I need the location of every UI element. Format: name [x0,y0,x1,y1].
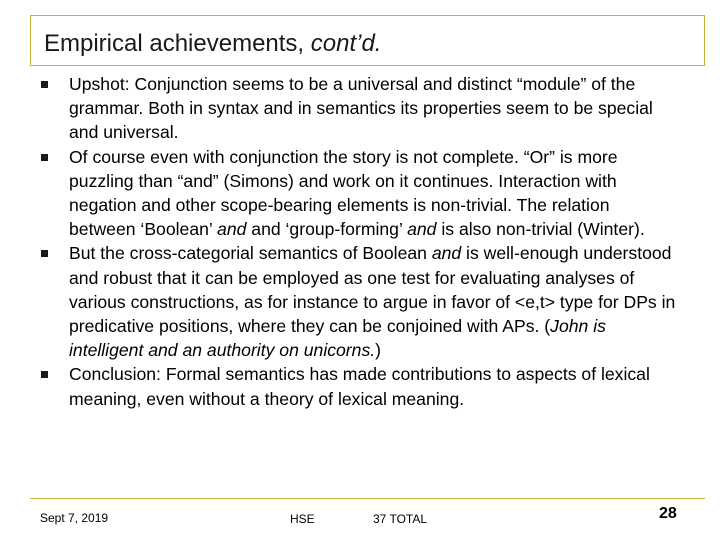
title-frame-left-rule [30,15,31,65]
title-underline-rule [30,65,705,66]
page-number: 28 [659,505,677,522]
title-frame-right-rule [704,15,705,65]
bullet-emphasis: and [407,219,437,240]
slide-title-italic: cont’d. [310,30,382,57]
bullet-item [40,145,680,242]
square-bullet-icon [41,371,48,378]
bullet-text: But the cross-categorial semantics of Boolean [69,243,432,264]
bullet-text: is also non-trivial (Winter). [436,219,645,240]
bullet-item [40,241,680,362]
bullet-example: John is intelligent and an authority on unicorns. [69,316,606,361]
bullet-text: ) [375,340,381,361]
bullet-item [40,362,680,410]
bullet-text: Of course even with conjunction the story is not complete. “Or” is more puzzling than “and” (Simons) and work on it continues. Interaction with negation and other scope-bearing elements is non-trivial. The relation between ‘Boolean’ [69,146,618,240]
footer-rule [30,498,705,499]
bullet-item [40,72,680,145]
footer-org: HSE [290,512,315,526]
bullet-text: Conclusion: Formal semantics has made contributions to aspects of lexical meaning, even without a theory of lexical meaning. [69,364,650,409]
bullet-list [40,72,680,411]
bullet-text: Upshot: Conjunction seems to be a universal and distinct “module” of the grammar. Both in syntax and in semantics its properties seem to be special and universal. [69,74,653,143]
footer-total: 37 TOTAL [373,512,428,526]
slide-title [44,30,381,58]
slide-title-main: Empirical achievements, [44,30,311,57]
footer-date: Sept 7, 2019 [40,511,109,525]
square-bullet-icon [41,154,48,161]
bullet-text: and ‘group-forming’ [246,219,408,240]
bullet-text: is well-enough understood and robust that it can be employed as one test for evaluating analyses of various constructions, as for instance to argue in favor of <e,t> type for DPs in predicative positions, where they can be conjoined with APs. ( [69,243,676,337]
square-bullet-icon [41,81,48,88]
bullet-emphasis: and [431,243,462,264]
title-frame-top-rule [30,15,704,16]
bullet-emphasis: and [217,219,247,240]
square-bullet-icon [41,250,48,257]
